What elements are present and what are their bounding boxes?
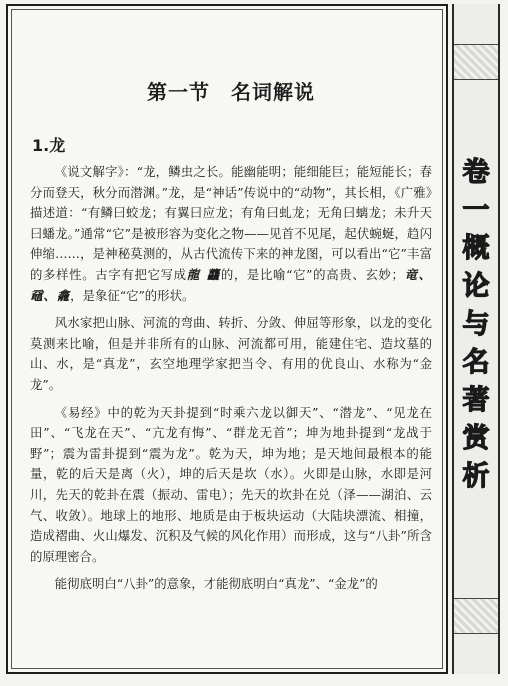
paragraph-1-text-b: 的，是比喻“它”的高贵、玄妙； <box>220 266 404 282</box>
page-frame <box>6 4 448 674</box>
paragraph-1-text-c: ，是象征“它”的形状。 <box>70 287 195 303</box>
section-title: 第一节 名词解说 <box>147 80 315 104</box>
side-title-char: 论 <box>462 271 490 302</box>
paragraph-4: 能彻底明白“八卦”的意象，才能彻底明白“真龙”、“金龙”的 <box>54 576 378 592</box>
paragraph-1-text-a: 《说文解字》：“龙，鳞虫之长。能幽能明；能细能巨；能短能长；春分而登天，秋分而潜渊。”龙，是“神话”传说中的“动物”，其长相，《广雅》描述道：“有鳞曰蛟龙；有翼曰应龙；有角曰虬龙；无角曰螭龙；未升天曰蟠龙。”通常“它”是被形容为变化之物——见首不见尾，起伏蜿蜒，趋闪伸缩……，是神秘莫测的，从古代流传下来的神龙图，可以看出“它”丰富的多样性。古字有把它写成 <box>30 164 432 282</box>
sub-heading: 1.龙 <box>32 136 66 155</box>
paragraph-2: 风水家把山脉、河流的弯曲、转折、分敛、伸屈等形象，以龙的变化莫测来比喻，但是并非所有的山脉、河流都可用，能建住宅、造坟墓的山、水，是“真龙”，玄空地理学家把当令、有用的优良山、水称为“金龙”。 <box>30 315 432 392</box>
side-chapter-title <box>454 154 498 496</box>
ancient-dragon-glyphs-a: 龍 龘 <box>186 266 221 282</box>
side-title-char: 与 <box>462 309 490 340</box>
strip-hatch-band-top <box>454 44 498 80</box>
side-title-char: 名 <box>462 347 490 378</box>
page-content <box>30 32 432 602</box>
side-title-char: 概 <box>462 233 490 264</box>
ancient-dragon-glyphs-b: 竜、黿、龕 <box>30 266 433 303</box>
side-title-char: 赏 <box>462 423 490 454</box>
chapter-side-strip <box>452 4 500 674</box>
side-title-char: 析 <box>462 461 490 492</box>
side-title-char: 著 <box>462 385 490 416</box>
strip-hatch-band-bottom <box>454 598 498 634</box>
side-title-char: 一 <box>462 195 490 226</box>
paragraph-3: 《易经》中的乾为天卦提到“时乘六龙以御天”、“潜龙”、“见龙在田”、“飞龙在天”、“亢龙有悔”、“群龙无首”；坤为地卦提到“龙战于野”；震为雷卦提到“震为龙”。乾为天，坤为地；是天地间最根本的能量，乾的后天是离（火），坤的后天是坎（水）。火即是山脉，水即是河川，先天的乾卦在震（振动、雷电）；先天的坎卦在兑（泽——湖泊、云气、收敛）。地球上的地形、地质是由于板块运动（大陆块漂流、相撞，造成褶曲、火山爆发、沉积及气候的风化作用）而形成，这与“八卦”所含的原理密合。 <box>30 404 432 564</box>
paragraph-1 <box>30 162 432 306</box>
side-title-char: 卷 <box>462 157 490 188</box>
